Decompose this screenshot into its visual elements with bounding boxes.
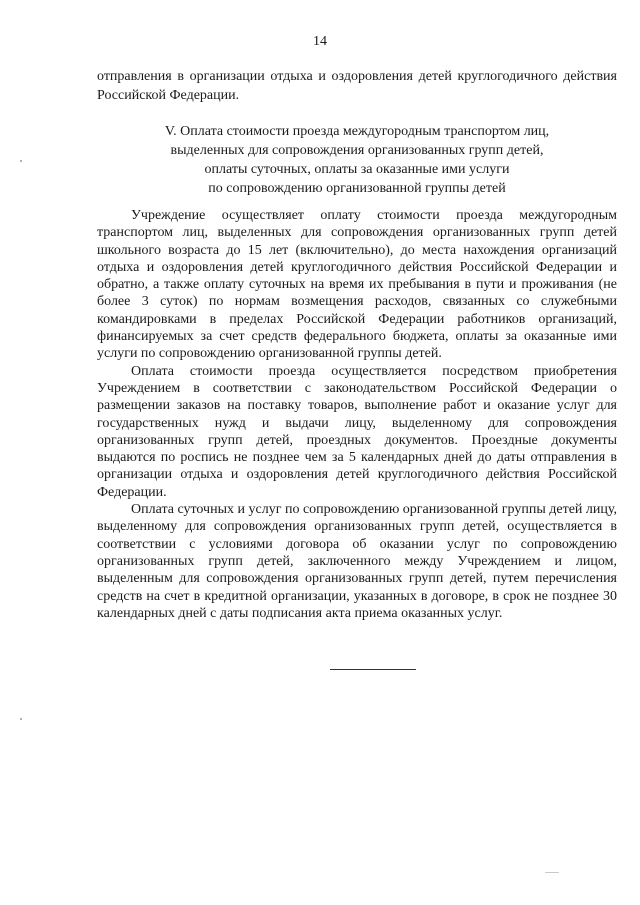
section-heading-line-1: V. Оплата стоимости проезда междугородным транспортом лиц, [164,124,550,139]
section-heading-line-2: выделенных для сопровождения организованных групп детей, [170,143,544,158]
scan-speck [545,872,559,873]
section-heading-line-4: по сопровождению организованной группы детей [208,181,506,196]
section-heading-line-3: оплаты суточных, оплаты за оказанные ими услуги [204,162,510,177]
section-body [97,207,617,622]
paragraph-travel-payment: Учреждение осуществляет оплату стоимости проезда междугородным транспортом лиц, выделенных для сопровождения организованных групп детей школьного возраста до 15 лет (включительно), до места нахождения организаций отдыха и оздоровления детей круглогодичного действия Российской Федерации и обратно, а также оплату суточных на время их пребывания в пути и проживания (не более 3 суток) по нормам возмещения расходов, связанных со служебными командировками в пределах Российской Федерации работников организаций, финансируемых за счет средств федерального бюджета, оплаты за оказанные ими услуги по сопровождению организованной группы детей. [97,208,617,362]
continued-paragraph: отправления в организации отдыха и оздоровления детей круглогодичного действия Российской Федерации. [97,69,617,103]
page-number: 14 [313,34,327,49]
scan-speck [20,160,22,162]
paragraph-per-diem-payment: Оплата суточных и услуг по сопровождению организованной группы детей лицу, выделенному для сопровождения организованных групп детей, осуществляется в соответствии с условиями договора об оказании услуг по сопровождению организованных групп детей, заключенного между Учреждением и лицом, выделенным для сопровождения организованных групп детей, путем перечисления средств на счет в кредитной организации, указанных в договоре, в срок не позднее 30 календарных дней с даты подписания акта приема оказанных услуг. [97,502,617,621]
scan-speck [20,718,22,720]
section-heading [97,122,617,198]
paragraph-ticket-purchase: Оплата стоимости проезда осуществляется посредством приобретения Учреждением в соответствии с законодательством Российской Федерации о размещении заказов на поставку товаров, выполнение работ и оказание услуг для государственных нужд и выдачи лицу, выделенному для сопровождения организованных групп детей, проездных документов. Проездные документы выдаются по роспись не позднее чем за 5 календарных дней до даты отправления в организации отдыха и оздоровления детей круглогодичного действия Российской Федерации. [97,363,617,500]
end-divider [330,669,416,670]
